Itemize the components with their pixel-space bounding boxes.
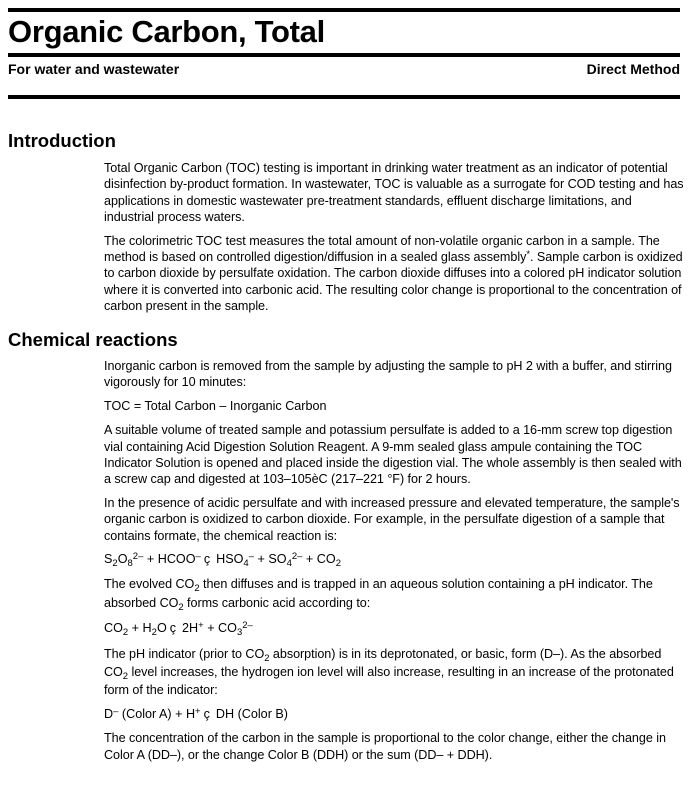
method-name: Direct Method — [586, 61, 680, 77]
paragraph-text: . Sample carbon is oxidized to carbon dioxide by persulfate oxidation. The carbon dioxide diffuses into a colored pH indicator solution where it is converted into carbonic acid. The resulting color change is proportional to the concentration of carbon present in the sample. — [104, 250, 683, 314]
header-bottom-rule — [8, 95, 680, 99]
reaction-arrow-icon: ç — [203, 552, 211, 567]
chemical-reactions-body — [104, 358, 684, 770]
introduction-body — [104, 160, 684, 322]
reactions-paragraph: Inorganic carbon is removed from the sample by adjusting the sample to pH 2 with a buffer, and stirring vigorously for 10 minutes: — [104, 359, 672, 390]
title-rule — [8, 53, 680, 57]
reactions-paragraph: In the presence of acidic persulfate and with increased pressure and elevated temperature, the sample's organic carbon is oxidized to carbon dioxide. For example, in the persulfate digestion of a sample that contains formate, the chemical reaction is: — [104, 495, 680, 543]
reaction-arrow-icon: ç — [203, 706, 210, 721]
reactions-paragraph: The concentration of the carbon in the sample is proportional to the color change, either the change in Color A (DD–), or the change Color B (DDH) or the sum (DD– + DDH). — [104, 731, 666, 762]
reaction-arrow-icon: ç — [169, 621, 177, 636]
reactions-paragraph: The pH indicator (prior to $CO_2$ absorption) is in its deprotonated, or basic, form (D–). As the absorbed $CO_2$ level increases, the hydrogen ion level will also increase, resulting in an increase of the protonated form of the indicator: — [104, 646, 674, 697]
equation-indicator: D– (Color A) + H+ ç DH (Color B) — [104, 705, 288, 721]
equation-persulfate-formate: $S_2O_8^{2-}$ + HCOO– ç $HSO_4^- + SO_4^{2-} + CO_2$ — [104, 551, 341, 570]
equation-carbonic-acid: $CO_2 + H_2O$ ç $2H^+ + CO_3^{2-}$ — [104, 620, 253, 639]
paragraph-text: The colorimetric TOC test measures the total amount of non-volatile organic carbon in a sample. The method is based on controlled digestion/diffusion in a sealed glass assembly — [104, 233, 660, 265]
reactions-paragraph: The evolved $CO_2$ then diffuses and is trapped in an aqueous solution containing a pH indicator. The absorbed $CO_2$ forms carbonic acid according to: — [104, 577, 653, 614]
equation-toc: TOC = Total Carbon – Inorganic Carbon — [104, 398, 327, 413]
reactions-paragraph: A suitable volume of treated sample and potassium persulfate is added to a 16-mm screw top digestion vial containing Acid Digestion Solution Reagent. A 9-mm sealed glass ampule containing the TOC Indicator Solution is opened and placed inside the digestion vial. The whole assembly is then sealed with a screw cap and digested at 103–105èC (217–221 °F) for 2 hours. — [104, 423, 682, 487]
introduction-paragraph — [104, 233, 684, 315]
section-heading-introduction: Introduction — [8, 130, 116, 151]
document-title: Organic Carbon, Total — [8, 14, 325, 49]
document-scope: For water and wastewater — [8, 61, 180, 77]
section-heading-chemical-reactions: Chemical reactions — [8, 329, 178, 350]
introduction-paragraph: Total Organic Carbon (TOC) testing is important in drinking water treatment as an indicator of potential disinfection by-product formation. In wastewater, TOC is valuable as a surrogate for COD testing and has applications in domestic wastewater pre-treatment standards, effluent discharge limitations, and industrial process waters. — [104, 161, 684, 225]
footnote-marker: * — [526, 249, 530, 261]
